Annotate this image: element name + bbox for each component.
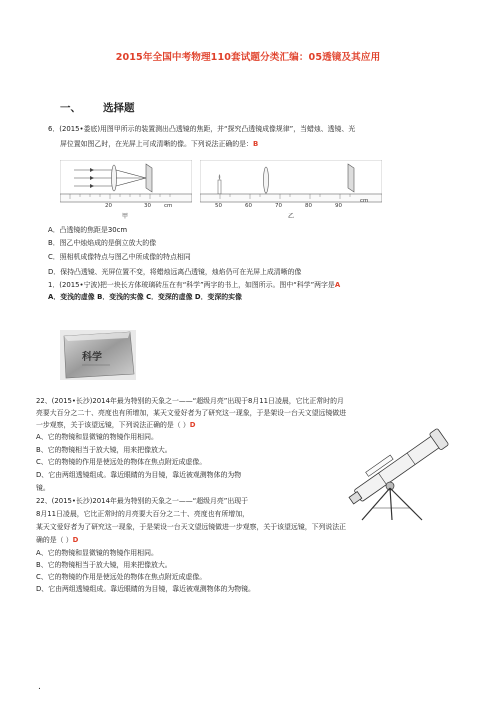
q6-option-b: B．图乙中烛焰成的是倒立放大的像: [48, 239, 157, 247]
q22b-line4-text: 确的是（ ）: [36, 536, 73, 544]
q22a-line1: 22、(2015•长沙)2014年最为特别的天象之一——“超级月亮”出现于8月11日凌晨，它比正常时的月: [36, 397, 344, 405]
q22b-option-d: D、它由两组透镜组成。靠近眼睛的为目镜，靠近被观测物体的为物镜。: [36, 585, 255, 593]
q22a-option-b: B、它的物镜相当于放大镜，用来把像放大。: [36, 446, 172, 454]
fig-jia-tick-30: 30: [144, 203, 151, 209]
q22b-line4: [36, 536, 78, 545]
q22a-option-c: C、它的物镜的作用是使远处的物体在焦点附近成虚像。: [36, 458, 207, 466]
section-title: 选择题: [103, 102, 135, 114]
q6-line2: [60, 140, 258, 149]
footer-dot: .: [38, 682, 41, 692]
fig-yi-tick-90: 90: [335, 203, 342, 209]
q22a-line3: [36, 421, 196, 430]
figure-glass-block-photo: [60, 330, 136, 380]
section-heading: [60, 100, 135, 115]
q22b-line3: 某天文爱好者为了研究这一现象，于是架设一台天文望远镜做进一步观察，关于该望远镜，下列说法正: [36, 523, 347, 531]
q1-line1-text: 1．(2015•宁波)把一块长方体玻璃砖压在有“科学”两字的书上，如图所示。图中“科学”两字是: [48, 281, 335, 289]
fig-yi-tick-unit: cm: [360, 198, 369, 204]
q22b-line1: 22、(2015•长沙)2014年最为特别的天象之一——“超级月亮”出现于: [36, 497, 249, 505]
figure-telescope: [320, 424, 470, 522]
figure-jia-focal-length: [60, 160, 192, 222]
figure-yi-imaging: [200, 160, 382, 222]
q22b-answer: D: [72, 536, 79, 544]
q22b-option-b: B、它的物镜相当于放大镜，用来把像放大。: [36, 561, 172, 569]
q22a-line2: 亮要大百分之二十、亮度也有所增加，某天文爱好者为了研究这一现象，于是架设一台天文望远镜做进: [36, 409, 347, 417]
q6-option-c: C．照相机成像特点与图乙中所成像的特点相同: [48, 253, 191, 261]
q22a-answer: D: [189, 421, 196, 429]
q22a-line3-text: 一步观察，关于该望远镜，下列说法正确的是（ ）: [36, 421, 190, 429]
q6-answer: B: [252, 140, 259, 148]
fig-yi-label: 乙: [288, 213, 295, 220]
q22b-option-c: C、它的物镜的作用是使远处的物体在焦点附近成虚像。: [36, 573, 207, 581]
q22a-option-d1: D、它由两组透镜组成。靠近眼睛的为目镜，靠近被观测物体的为物: [36, 471, 242, 479]
q1-options: A．变浅的虚像 B．变浅的实像 C．变深的虚像 D．变深的实像: [48, 293, 242, 301]
fig-yi-tick-60: 60: [245, 203, 252, 209]
fig-jia-label: 甲: [122, 213, 129, 220]
q1-line1: [48, 281, 340, 290]
q6-option-a: A．凸透镜的焦距是30cm: [48, 226, 128, 234]
q22a-option-a: A、它的物镜和显微镜的物镜作用相同。: [36, 433, 158, 441]
q22b-option-a: A、它的物镜和显微镜的物镜作用相同。: [36, 549, 158, 557]
q6-line2-text: 屏位置如图乙时，在光屏上可成清晰的像。下列说法正确的是：: [60, 140, 253, 148]
fig-yi-tick-70: 70: [275, 203, 282, 209]
q22a-option-d2: 镜。: [36, 484, 50, 492]
fig-jia-tick-unit: cm: [164, 203, 173, 209]
section-number: 一、: [60, 102, 81, 114]
q22b-line2: 8月11日凌晨，它比正常时的月亮要大百分之二十、亮度也有所增加，: [36, 510, 249, 518]
fig-jia-tick-20: 20: [105, 203, 112, 209]
q6-option-d: D．保持凸透镜、光屏位置不变，将蜡烛远离凸透镜，烛焰仍可在光屏上成清晰的像: [48, 268, 302, 276]
fig-yi-tick-80: 80: [305, 203, 312, 209]
q6-line1: 6．(2015•娄底)用图甲所示的装置测出凸透镜的焦距，并“探究凸透镜成像规律”，当蜡烛、透镜、光: [48, 125, 356, 133]
glass-block-text: 科学: [82, 352, 102, 363]
document-title: 2015年全国中考物理110套试题分类汇编：05透镜及其应用: [115, 52, 381, 63]
q1-answer: A: [334, 281, 341, 289]
fig-yi-tick-50: 50: [215, 203, 222, 209]
